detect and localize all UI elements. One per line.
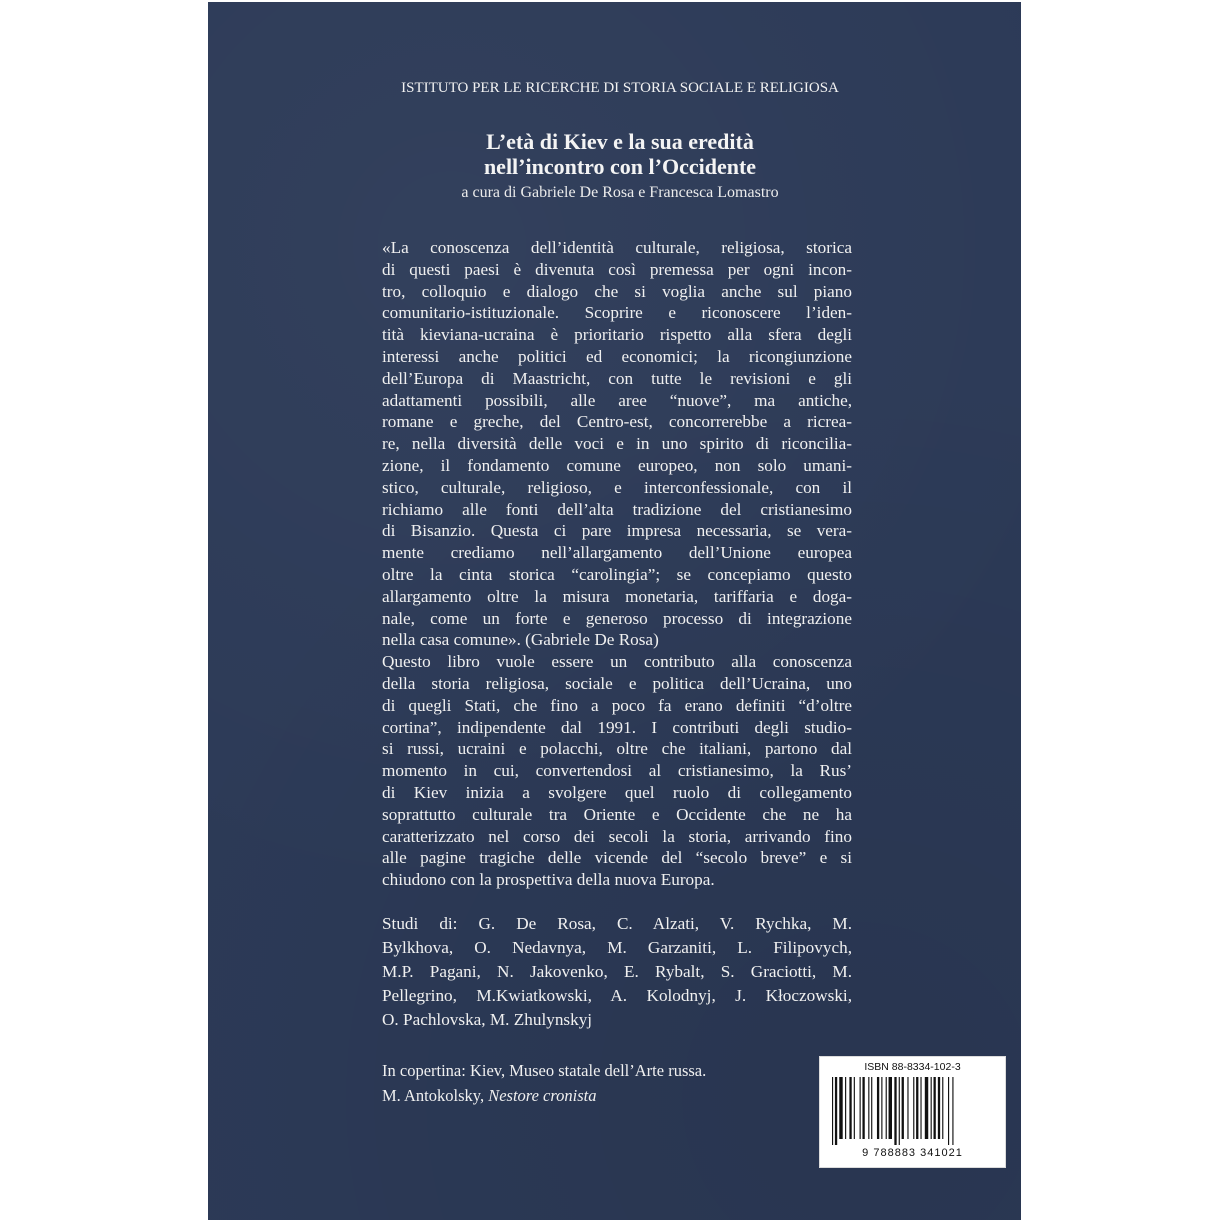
barcode-bar [913, 1077, 914, 1139]
blurb-line: «La conoscenza dell’identità culturale, religiosa, storica [382, 238, 852, 257]
blurb-line: romane e greche, del Centro-est, concorrerebbe a ricrea- [382, 412, 852, 432]
contributors-line: Bylkhova, O. Nedavnya, M. Garzaniti, L. Filipovych, [382, 938, 852, 957]
barcode-bar [832, 1077, 833, 1145]
barcode-bar [862, 1077, 864, 1139]
barcode-bar [868, 1077, 869, 1139]
blurb-line: di quegli Stati, che fino a poco fa erano definiti “d’oltre [382, 695, 852, 715]
contributors-list [382, 912, 852, 1032]
blurb-line: richiamo alle fonti dell’alta tradizione del cristianesimo [382, 499, 852, 519]
blurb-line: alle pagine tragiche delle vicende del “secolo breve” e si [382, 848, 852, 868]
blurb-line: momento in cui, convertendosi al cristianesimo, la Rus’ [382, 761, 852, 781]
blurb-line: adattamenti possibili, alle aree “nuove”, ma antiche, [382, 390, 852, 410]
barcode-icon [830, 1077, 995, 1145]
blurb-line: Questo libro vuole essere un contributo alla conoscenza [382, 652, 852, 672]
barcode-bar [920, 1077, 921, 1139]
blurb-line: oltre la cinta storica “carolingia”; se concepiamo questo [382, 564, 852, 584]
barcode-bar [849, 1077, 851, 1139]
contributors-line: Studi di: G. De Rosa, C. Alzati, V. Rychka, M. [382, 914, 852, 933]
blurb-text [382, 237, 852, 891]
artwork-author: M. Antokolsky, [382, 1086, 489, 1105]
barcode-bar [845, 1077, 846, 1139]
barcode-bar [938, 1077, 940, 1139]
barcode-bar [839, 1077, 842, 1139]
barcode-bar [907, 1077, 908, 1139]
blurb-line: della storia religiosa, sociale e politica dell’Ucraina, uno [382, 673, 852, 693]
blurb-line: di questi paesi è divenuta così premessa per ogni incon- [382, 259, 852, 279]
blurb-line: zione, il fondamento comune europeo, non solo umani- [382, 455, 852, 475]
barcode-bar [860, 1077, 861, 1139]
book-title-line-2: nell’incontro con l’Occidente [483, 154, 757, 179]
barcode-bar [881, 1077, 882, 1139]
barcode-bar [942, 1077, 943, 1139]
contributors-line: O. Pachlovska, M. Zhulynskyj [382, 1010, 593, 1029]
blurb-line: re, nella diversità delle voci e in uno spirito di riconcilia- [382, 434, 852, 454]
blurb-line: di Bisanzio. Questa ci pare impresa necessaria, se vera- [382, 521, 852, 541]
barcode-bar [934, 1077, 936, 1139]
barcode-bar [889, 1077, 892, 1139]
barcode-bar [854, 1077, 855, 1139]
blurb-line: chiudono con la prospettiva della nuova Europa. [382, 870, 715, 890]
blurb-line: allargamento oltre la misura monetaria, tariffaria e doga- [382, 586, 852, 606]
blurb-line: di Kiev inizia a svolgere quel ruolo di collegamento [382, 782, 852, 802]
book-title [380, 129, 860, 179]
ean-number: 9 788883 341021 [862, 1147, 963, 1159]
contributors-line: M.P. Pagani, N. Jakovenko, E. Rybalt, S. Graciotti, M. [382, 962, 852, 981]
blurb-line: dell’Europa di Maastricht, con tutte le revisioni e gli [382, 368, 852, 388]
blurb-line: nella casa comune». (Gabriele De Rosa) [382, 630, 659, 650]
book-back-cover [208, 2, 1021, 1220]
book-title-line-1: L’età di Kiev e la sua eredità [486, 129, 754, 154]
cover-artwork-line [382, 1083, 706, 1108]
blurb-line: caratterizzato nel corso dei secoli la storia, arrivando fino [382, 826, 852, 846]
book-editors: a cura di Gabriele De Rosa e Francesca Lomastro [461, 184, 779, 201]
blurb-line: nale, come un forte e generoso processo di integrazione [382, 608, 852, 628]
barcode-bar [886, 1077, 887, 1139]
barcode-label [819, 1056, 1006, 1168]
barcode-bar [902, 1077, 904, 1139]
contributors-line: Pellegrino, M.Kwiatkowski, A. Kolodnyj, J. Kłoczowski, [382, 986, 852, 1005]
barcode-bar [925, 1077, 928, 1139]
barcode-bar [877, 1077, 879, 1139]
blurb-line: stico, culturale, religioso, e interconfessionale, con il [382, 477, 852, 497]
blurb-line: si russi, ucraini e polacchi, oltre che italiani, partono dal [382, 739, 852, 759]
isbn-number: ISBN 88-8334-102-3 [864, 1061, 961, 1073]
barcode-bar [952, 1077, 953, 1145]
barcode-bar [916, 1077, 918, 1139]
blurb-line: interessi anche politici ed economici; la ricongiunzione [382, 346, 852, 366]
barcode-bar [894, 1077, 896, 1145]
blurb-line: cortina”, indipendente dal 1991. I contributi degli studio- [382, 717, 852, 737]
publisher-institute: ISTITUTO PER LE RICERCHE DI STORIA SOCIALE E RELIGIOSA [401, 80, 839, 96]
blurb-line: tro, colloquio e dialogo che si voglia anche sul piano [382, 281, 852, 301]
cover-credit [382, 1058, 706, 1108]
barcode-bar [871, 1077, 872, 1139]
barcode-bar [835, 1077, 837, 1145]
barcode-bar [948, 1077, 949, 1145]
artwork-title: Nestore cronista [488, 1086, 597, 1105]
blurb-line: soprattutto culturale tra Oriente e Occidente che ne ha [382, 804, 852, 824]
barcode-bar [899, 1077, 900, 1145]
blurb-line: comunitario-istituzionale. Scoprire e riconoscere l’iden- [382, 303, 852, 323]
blurb-line: mente crediamo nell’allargamento dell’Unione europea [382, 543, 852, 563]
cover-credit-line: In copertina: Kiev, Museo statale dell’Arte russa. [382, 1061, 707, 1080]
blurb-line: tità kieviana-ucraina è prioritario rispetto alla sfera degli [382, 325, 852, 345]
barcode-bar [931, 1077, 932, 1139]
